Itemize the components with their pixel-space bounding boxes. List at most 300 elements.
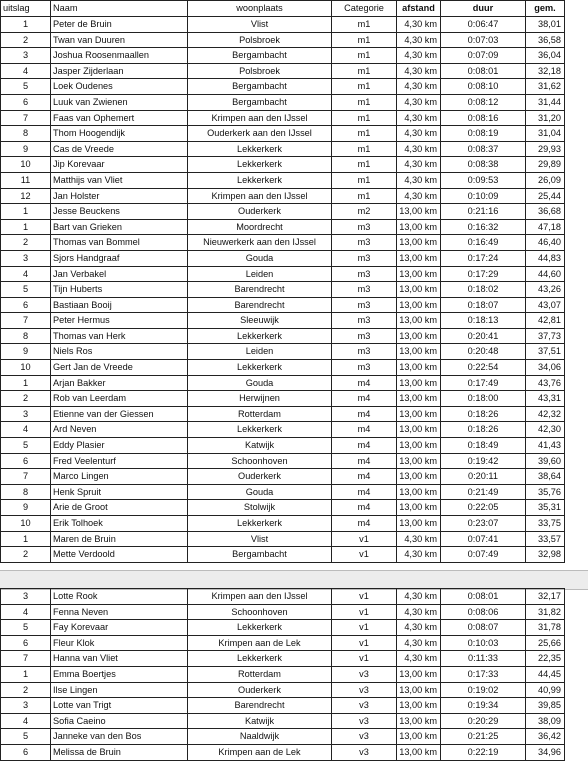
cell-duur: 0:20:48 [441,344,526,360]
table-row [1,500,565,516]
results-table-bottom [0,588,565,761]
cell-afstand: 13,00 km [397,406,441,422]
cell-gem: 38,01 [526,17,565,33]
cell-naam: Maren de Bruin [51,531,188,547]
cell-duur: 0:08:10 [441,79,526,95]
cell-naam: Fenna Neven [51,604,188,620]
cell-uitslag: 12 [1,188,51,204]
header-gem: gem. [526,1,565,17]
cell-afstand: 13,00 km [397,682,441,698]
cell-afstand: 13,00 km [397,729,441,745]
table-row [1,438,565,454]
cell-uitslag: 10 [1,516,51,532]
cell-duur: 0:08:19 [441,126,526,142]
cell-uitslag: 4 [1,266,51,282]
cell-categorie: m1 [332,188,397,204]
table-row [1,266,565,282]
table-row [1,126,565,142]
cell-naam: Luuk van Zwienen [51,94,188,110]
cell-naam: Janneke van den Bos [51,729,188,745]
header-row [1,1,565,17]
cell-categorie: m3 [332,360,397,376]
cell-uitslag: 5 [1,438,51,454]
cell-afstand: 4,30 km [397,547,441,563]
cell-naam: Arie de Groot [51,500,188,516]
cell-afstand: 13,00 km [397,744,441,760]
cell-duur: 0:18:26 [441,406,526,422]
cell-categorie: v3 [332,682,397,698]
cell-naam: Etienne van der Giessen [51,406,188,422]
cell-naam: Fay Korevaar [51,620,188,636]
cell-gem: 31,44 [526,94,565,110]
cell-afstand: 13,00 km [397,344,441,360]
cell-categorie: m4 [332,469,397,485]
table-row [1,422,565,438]
cell-naam: Eddy Plasier [51,438,188,454]
cell-woonplaats: Vlist [188,17,332,33]
cell-naam: Melissa de Bruin [51,744,188,760]
cell-afstand: 13,00 km [397,484,441,500]
cell-gem: 33,75 [526,516,565,532]
cell-naam: Jip Korevaar [51,157,188,173]
cell-afstand: 4,30 km [397,48,441,64]
cell-afstand: 13,00 km [397,282,441,298]
cell-duur: 0:09:53 [441,172,526,188]
cell-naam: Erik Tolhoek [51,516,188,532]
cell-gem: 34,96 [526,744,565,760]
cell-woonplaats: Lekkerkerk [188,328,332,344]
results-body-bottom [1,589,565,761]
cell-woonplaats: Krimpen aan den IJssel [188,188,332,204]
cell-duur: 0:18:02 [441,282,526,298]
cell-naam: Jan Holster [51,188,188,204]
cell-woonplaats: Barendrecht [188,282,332,298]
cell-duur: 0:06:47 [441,17,526,33]
cell-woonplaats: Katwijk [188,713,332,729]
table-row [1,313,565,329]
cell-woonplaats: Bergambacht [188,48,332,64]
cell-afstand: 13,00 km [397,422,441,438]
cell-naam: Rob van Leerdam [51,391,188,407]
cell-duur: 0:16:49 [441,235,526,251]
table-row [1,682,565,698]
cell-gem: 35,31 [526,500,565,516]
cell-naam: Sjors Handgraaf [51,250,188,266]
cell-uitslag: 6 [1,744,51,760]
cell-uitslag: 9 [1,141,51,157]
cell-duur: 0:10:09 [441,188,526,204]
cell-uitslag: 8 [1,484,51,500]
cell-afstand: 13,00 km [397,469,441,485]
table-row [1,32,565,48]
cell-duur: 0:16:32 [441,219,526,235]
table-row [1,484,565,500]
cell-uitslag: 8 [1,328,51,344]
cell-duur: 0:07:09 [441,48,526,64]
cell-uitslag: 6 [1,297,51,313]
cell-naam: Jesse Beuckens [51,204,188,220]
cell-woonplaats: Krimpen aan den IJssel [188,589,332,605]
cell-uitslag: 4 [1,713,51,729]
cell-gem: 22,35 [526,651,565,667]
cell-afstand: 13,00 km [397,250,441,266]
cell-uitslag: 3 [1,698,51,714]
cell-uitslag: 7 [1,313,51,329]
cell-gem: 42,30 [526,422,565,438]
header-duur: duur [441,1,526,17]
cell-gem: 41,43 [526,438,565,454]
cell-afstand: 13,00 km [397,204,441,220]
cell-afstand: 4,30 km [397,94,441,110]
cell-gem: 29,93 [526,141,565,157]
cell-gem: 36,42 [526,729,565,745]
cell-woonplaats: Ouderkerk aan den IJssel [188,126,332,142]
cell-gem: 39,60 [526,453,565,469]
cell-categorie: m3 [332,282,397,298]
cell-gem: 31,78 [526,620,565,636]
cell-gem: 25,44 [526,188,565,204]
table-row [1,375,565,391]
cell-woonplaats: Rotterdam [188,406,332,422]
cell-gem: 26,09 [526,172,565,188]
cell-categorie: m1 [332,17,397,33]
cell-categorie: m1 [332,32,397,48]
cell-categorie: v1 [332,589,397,605]
cell-afstand: 13,00 km [397,666,441,682]
table-row [1,589,565,605]
cell-uitslag: 6 [1,453,51,469]
table-row [1,744,565,760]
cell-gem: 37,51 [526,344,565,360]
cell-uitslag: 1 [1,17,51,33]
cell-woonplaats: Lekkerkerk [188,141,332,157]
header-categorie: Categorie [332,1,397,17]
table-row [1,391,565,407]
cell-gem: 40,99 [526,682,565,698]
cell-woonplaats: Lekkerkerk [188,651,332,667]
cell-woonplaats: Moordrecht [188,219,332,235]
cell-duur: 0:20:29 [441,713,526,729]
cell-naam: Bastiaan Booij [51,297,188,313]
cell-categorie: m4 [332,484,397,500]
cell-categorie: v3 [332,713,397,729]
cell-uitslag: 1 [1,204,51,220]
cell-duur: 0:21:25 [441,729,526,745]
table-row [1,204,565,220]
cell-naam: Tijn Huberts [51,282,188,298]
table-row [1,344,565,360]
cell-afstand: 13,00 km [397,219,441,235]
table-row [1,547,565,563]
cell-afstand: 13,00 km [397,516,441,532]
cell-woonplaats: Leiden [188,344,332,360]
cell-woonplaats: Lekkerkerk [188,516,332,532]
cell-afstand: 13,00 km [397,360,441,376]
cell-gem: 35,76 [526,484,565,500]
cell-duur: 0:07:03 [441,32,526,48]
cell-uitslag: 5 [1,79,51,95]
cell-woonplaats: Rotterdam [188,666,332,682]
header-uitslag: uitslag [1,1,51,17]
cell-categorie: m1 [332,48,397,64]
cell-duur: 0:22:05 [441,500,526,516]
cell-woonplaats: Schoonhoven [188,604,332,620]
cell-categorie: m1 [332,157,397,173]
cell-naam: Lotte Rook [51,589,188,605]
cell-woonplaats: Lekkerkerk [188,172,332,188]
cell-duur: 0:19:02 [441,682,526,698]
cell-uitslag: 8 [1,126,51,142]
table-row [1,453,565,469]
cell-categorie: m4 [332,438,397,454]
cell-duur: 0:21:16 [441,204,526,220]
cell-naam: Ilse Lingen [51,682,188,698]
cell-naam: Cas de Vreede [51,141,188,157]
cell-duur: 0:18:26 [441,422,526,438]
cell-categorie: m3 [332,250,397,266]
cell-duur: 0:08:07 [441,620,526,636]
cell-naam: Emma Boertjes [51,666,188,682]
cell-duur: 0:20:41 [441,328,526,344]
table-row [1,604,565,620]
cell-duur: 0:22:54 [441,360,526,376]
cell-duur: 0:22:19 [441,744,526,760]
cell-naam: Fred Veelenturf [51,453,188,469]
cell-categorie: m4 [332,516,397,532]
cell-naam: Jan Verbakel [51,266,188,282]
cell-uitslag: 1 [1,666,51,682]
cell-woonplaats: Lekkerkerk [188,360,332,376]
cell-gem: 36,58 [526,32,565,48]
cell-duur: 0:08:01 [441,589,526,605]
cell-duur: 0:08:38 [441,157,526,173]
table-row [1,188,565,204]
cell-uitslag: 6 [1,635,51,651]
cell-categorie: v3 [332,729,397,745]
cell-naam: Bart van Grieken [51,219,188,235]
table-row [1,17,565,33]
cell-gem: 34,06 [526,360,565,376]
cell-duur: 0:17:33 [441,666,526,682]
cell-woonplaats: Krimpen aan den IJssel [188,110,332,126]
table-row [1,141,565,157]
cell-categorie: m3 [332,219,397,235]
cell-woonplaats: Barendrecht [188,698,332,714]
cell-uitslag: 3 [1,48,51,64]
cell-uitslag: 5 [1,729,51,745]
header-afstand: afstand [397,1,441,17]
cell-categorie: v3 [332,698,397,714]
header-naam: Naam [51,1,188,17]
cell-uitslag: 3 [1,406,51,422]
cell-afstand: 4,30 km [397,172,441,188]
cell-duur: 0:18:13 [441,313,526,329]
cell-naam: Thomas van Herk [51,328,188,344]
cell-categorie: v1 [332,531,397,547]
table-row [1,406,565,422]
cell-naam: Thomas van Bommel [51,235,188,251]
cell-gem: 46,40 [526,235,565,251]
cell-woonplaats: Gouda [188,375,332,391]
cell-afstand: 4,30 km [397,110,441,126]
cell-uitslag: 6 [1,94,51,110]
cell-uitslag: 4 [1,604,51,620]
cell-woonplaats: Gouda [188,250,332,266]
cell-categorie: m4 [332,500,397,516]
table-row [1,110,565,126]
cell-duur: 0:17:24 [441,250,526,266]
table-row [1,469,565,485]
cell-uitslag: 3 [1,589,51,605]
cell-woonplaats: Katwijk [188,438,332,454]
cell-gem: 31,62 [526,79,565,95]
cell-gem: 44,83 [526,250,565,266]
cell-afstand: 4,30 km [397,589,441,605]
cell-categorie: v1 [332,651,397,667]
cell-gem: 42,32 [526,406,565,422]
cell-woonplaats: Gouda [188,484,332,500]
cell-woonplaats: Krimpen aan de Lek [188,744,332,760]
cell-categorie: m4 [332,406,397,422]
cell-gem: 39,85 [526,698,565,714]
table-row [1,172,565,188]
cell-uitslag: 5 [1,282,51,298]
cell-categorie: v1 [332,547,397,563]
table-row [1,157,565,173]
cell-duur: 0:18:07 [441,297,526,313]
cell-duur: 0:08:12 [441,94,526,110]
cell-naam: Sofia Caeino [51,713,188,729]
table-row [1,729,565,745]
page-break-gap [0,570,588,590]
cell-categorie: m4 [332,453,397,469]
cell-naam: Loek Oudenes [51,79,188,95]
cell-duur: 0:21:49 [441,484,526,500]
cell-afstand: 4,30 km [397,604,441,620]
cell-afstand: 4,30 km [397,79,441,95]
cell-naam: Twan van Duuren [51,32,188,48]
cell-uitslag: 11 [1,172,51,188]
cell-duur: 0:17:29 [441,266,526,282]
cell-afstand: 4,30 km [397,141,441,157]
cell-duur: 0:08:06 [441,604,526,620]
cell-duur: 0:23:07 [441,516,526,532]
cell-duur: 0:07:41 [441,531,526,547]
cell-categorie: m3 [332,328,397,344]
cell-afstand: 4,30 km [397,651,441,667]
table-row [1,651,565,667]
cell-gem: 25,66 [526,635,565,651]
cell-gem: 43,07 [526,297,565,313]
table-row [1,698,565,714]
cell-afstand: 4,30 km [397,63,441,79]
cell-categorie: m3 [332,344,397,360]
cell-uitslag: 1 [1,375,51,391]
cell-naam: Joshua Roosenmaallen [51,48,188,64]
cell-duur: 0:08:01 [441,63,526,79]
cell-afstand: 4,30 km [397,635,441,651]
cell-afstand: 13,00 km [397,266,441,282]
table-row [1,48,565,64]
cell-naam: Fleur Klok [51,635,188,651]
cell-categorie: m4 [332,422,397,438]
cell-uitslag: 2 [1,235,51,251]
cell-afstand: 13,00 km [397,713,441,729]
cell-uitslag: 9 [1,500,51,516]
cell-naam: Henk Spruit [51,484,188,500]
cell-uitslag: 2 [1,32,51,48]
cell-woonplaats: Ouderkerk [188,682,332,698]
cell-woonplaats: Bergambacht [188,94,332,110]
cell-afstand: 4,30 km [397,157,441,173]
cell-afstand: 13,00 km [397,375,441,391]
cell-gem: 43,26 [526,282,565,298]
cell-afstand: 13,00 km [397,313,441,329]
cell-categorie: m3 [332,266,397,282]
cell-categorie: m2 [332,204,397,220]
table-row [1,79,565,95]
results-body-top [1,17,565,563]
cell-duur: 0:18:00 [441,391,526,407]
cell-gem: 32,98 [526,547,565,563]
table-row [1,235,565,251]
cell-afstand: 13,00 km [397,297,441,313]
cell-woonplaats: Ouderkerk [188,204,332,220]
table-row [1,516,565,532]
cell-duur: 0:19:34 [441,698,526,714]
cell-categorie: m1 [332,63,397,79]
cell-woonplaats: Lekkerkerk [188,620,332,636]
cell-gem: 44,60 [526,266,565,282]
table-row [1,713,565,729]
cell-uitslag: 2 [1,547,51,563]
cell-naam: Mette Verdoold [51,547,188,563]
cell-woonplaats: Schoonhoven [188,453,332,469]
table-row [1,635,565,651]
table-row [1,63,565,79]
cell-gem: 32,17 [526,589,565,605]
cell-afstand: 13,00 km [397,235,441,251]
cell-naam: Niels Ros [51,344,188,360]
cell-uitslag: 7 [1,651,51,667]
cell-woonplaats: Naaldwijk [188,729,332,745]
cell-uitslag: 5 [1,620,51,636]
cell-gem: 38,09 [526,713,565,729]
table-row [1,219,565,235]
cell-categorie: m1 [332,172,397,188]
cell-afstand: 4,30 km [397,17,441,33]
cell-naam: Thom Hoogendijk [51,126,188,142]
cell-afstand: 4,30 km [397,620,441,636]
cell-gem: 29,89 [526,157,565,173]
cell-duur: 0:10:03 [441,635,526,651]
table-row [1,666,565,682]
table-row [1,620,565,636]
cell-woonplaats: Bergambacht [188,547,332,563]
cell-afstand: 13,00 km [397,328,441,344]
cell-afstand: 13,00 km [397,500,441,516]
cell-categorie: v1 [332,604,397,620]
cell-woonplaats: Leiden [188,266,332,282]
cell-woonplaats: Lekkerkerk [188,422,332,438]
cell-naam: Arjan Bakker [51,375,188,391]
cell-categorie: m1 [332,94,397,110]
cell-gem: 31,20 [526,110,565,126]
cell-woonplaats: Sleeuwijk [188,313,332,329]
cell-categorie: m3 [332,235,397,251]
cell-uitslag: 4 [1,63,51,79]
cell-categorie: m1 [332,79,397,95]
